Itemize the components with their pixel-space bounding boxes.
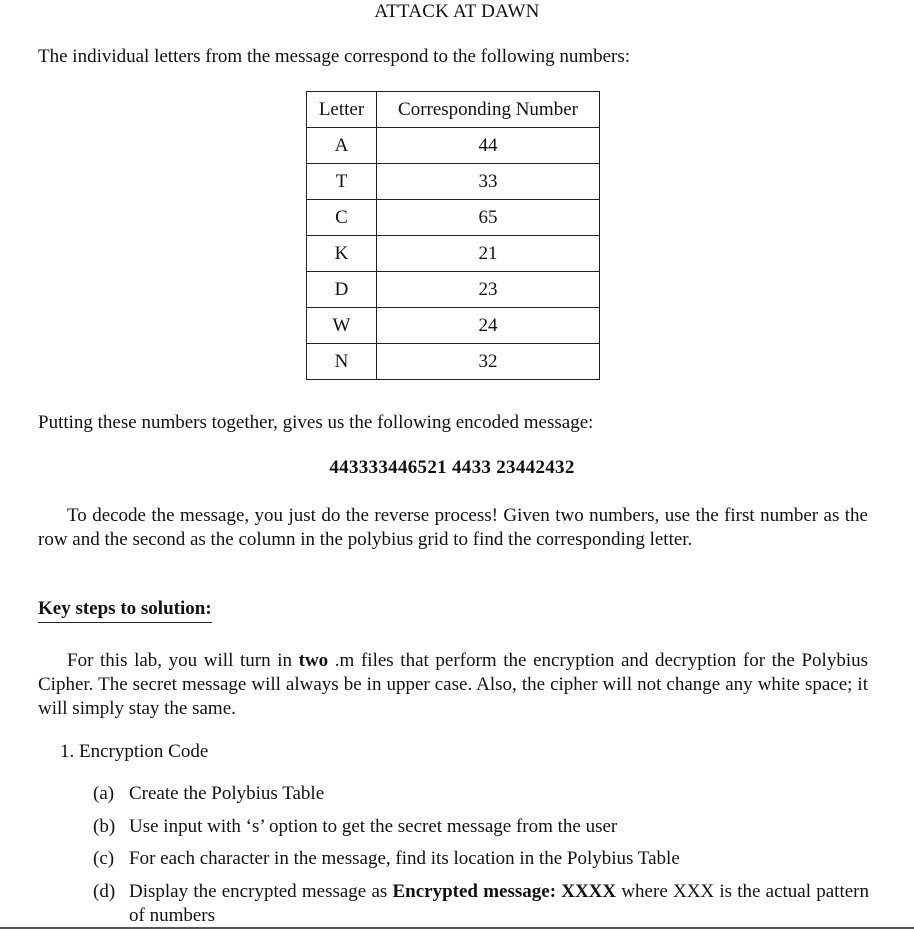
letter-cell: N (307, 344, 377, 380)
list-item-number: 1. (60, 741, 75, 762)
lab-paragraph-text-2: .m files that perform the encryption and decryption for the Polybius Cipher. The secret message will always be in upper case. Also, the cipher will not change any white space; it will simply stay the same. (38, 650, 868, 719)
sub-item-text: For each character in the message, find its location in the Polybius Table (129, 848, 680, 869)
sub-item-d-text-2: where XXX is the actual pattern of numbers (129, 881, 869, 926)
table-header-row (307, 92, 600, 128)
letter-cell: K (307, 236, 377, 272)
table-row (307, 128, 600, 164)
header-letter: Letter (307, 92, 377, 128)
lab-paragraph (38, 649, 868, 721)
message-title: ATTACK AT DAWN (374, 1, 540, 22)
sub-item-d-text-1: Display the encrypted message as (129, 881, 393, 902)
putting-together-text: Putting these numbers together, gives us the following encoded message: (38, 412, 594, 433)
encoded-message: 443333446521 4433 23442432 (329, 457, 575, 478)
sub-item-d-bold: Encrypted message: XXXX (392, 881, 617, 902)
sub-item-mark: (d) (93, 881, 116, 902)
list-item-encryption-code (60, 741, 208, 763)
sub-item-d (93, 880, 869, 926)
sub-item-c (93, 847, 868, 871)
number-cell: 32 (377, 344, 600, 380)
sub-item-text: Create the Polybius Table (129, 783, 325, 804)
table-row (307, 272, 600, 308)
sub-item-text: Use input with ‘s’ option to get the secret message from the user (129, 816, 618, 837)
table-row (307, 308, 600, 344)
sub-item-mark: (b) (93, 816, 116, 837)
list-item-label: Encryption Code (79, 741, 209, 762)
intro-text: The individual letters from the message correspond to the following numbers: (38, 46, 631, 67)
lab-paragraph-bold: two (298, 650, 329, 671)
number-cell: 23 (377, 272, 600, 308)
letter-number-table (306, 91, 600, 380)
lab-paragraph-text-1: For this lab, you will turn in (67, 650, 299, 671)
number-cell: 24 (377, 308, 600, 344)
table-row (307, 344, 600, 380)
letter-cell: C (307, 200, 377, 236)
header-corresponding-number: Corresponding Number (377, 92, 600, 128)
sub-item-mark: (c) (93, 848, 115, 869)
table-row (307, 236, 600, 272)
number-cell: 65 (377, 200, 600, 236)
letter-cell: A (307, 128, 377, 164)
decode-paragraph: To decode the message, you just do the reverse process! Given two numbers, use the first number as the row and the second as the column in the polybius grid to find the corresponding letter. (38, 505, 868, 550)
letter-cell: W (307, 308, 377, 344)
table-row (307, 200, 600, 236)
sub-item-text (129, 880, 869, 928)
sub-item-a (93, 782, 868, 806)
table-row (307, 164, 600, 200)
sub-item-mark: (a) (93, 783, 115, 804)
letter-cell: T (307, 164, 377, 200)
sub-item-b (93, 815, 868, 839)
number-cell: 21 (377, 236, 600, 272)
letter-cell: D (307, 272, 377, 308)
number-cell: 33 (377, 164, 600, 200)
key-steps-heading: Key steps to solution: (38, 598, 212, 623)
number-cell: 44 (377, 128, 600, 164)
